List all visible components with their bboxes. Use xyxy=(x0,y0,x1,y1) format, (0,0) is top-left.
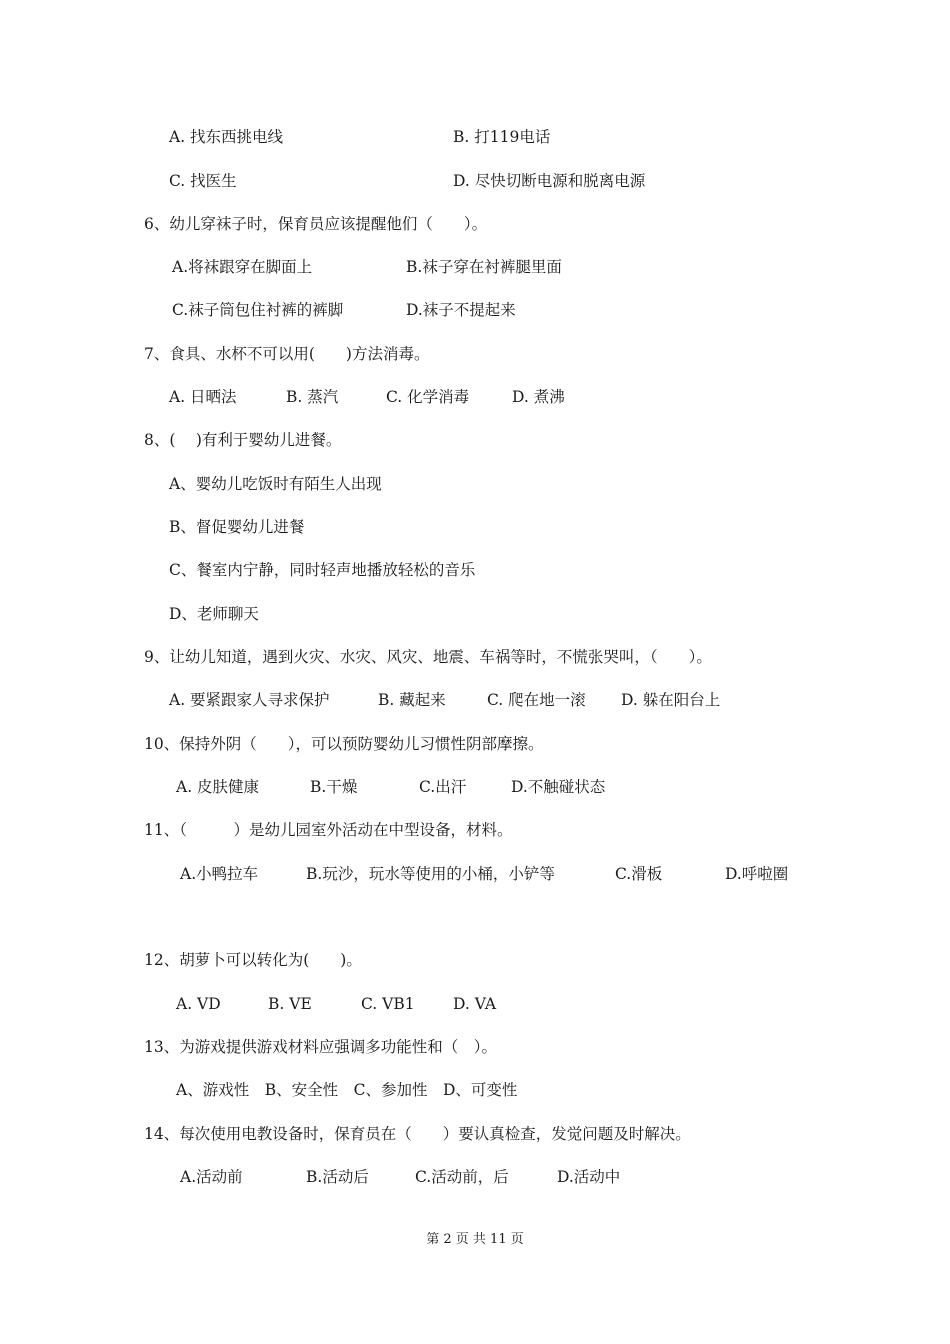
q7-option-a: A. 日晒法 xyxy=(169,388,237,406)
q6-option-a: A.将袜跟穿在脚面上 xyxy=(172,258,313,276)
q14-option-a: A.活动前 xyxy=(180,1168,243,1186)
q10-option-d: D.不触碰状态 xyxy=(511,778,606,796)
q9-option-d: D. 躲在阳台上 xyxy=(621,691,721,709)
q11-option-d: D.呼啦圈 xyxy=(725,865,789,883)
q13-options: A、游戏性 B、安全性 C、参加性 D、可变性 xyxy=(176,1081,518,1099)
q9-option-b: B. 藏起来 xyxy=(378,691,446,709)
q7-option-b: B. 蒸汽 xyxy=(286,388,339,406)
q12-option-d: D. VA xyxy=(453,995,497,1013)
q7-option-c: C. 化学消毒 xyxy=(386,388,470,406)
q12-stem: 12、胡萝卜可以转化为( )。 xyxy=(144,951,362,969)
q8-option-b: B、督促婴幼儿进餐 xyxy=(169,518,305,536)
q12-option-a: A. VD xyxy=(176,995,221,1013)
page-number-footer: 第 2 页 共 11 页 xyxy=(426,1232,524,1247)
q14-stem: 14、每次使用电教设备时，保育员在（ ）要认真检查，发觉问题及时解决。 xyxy=(144,1125,691,1143)
q8-option-c: C、餐室内宁静，同时轻声地播放轻松的音乐 xyxy=(169,561,476,579)
q14-option-d: D.活动中 xyxy=(557,1168,621,1186)
q5-option-b: B. 打119电话 xyxy=(453,128,551,146)
q13-stem: 13、为游戏提供游戏材料应强调多功能性和（ ）。 xyxy=(144,1038,497,1056)
q9-stem: 9、让幼儿知道，遇到火灾、水灾、风灾、地震、车祸等时，不慌张哭叫，（ ）。 xyxy=(144,648,712,666)
q10-option-b: B.干燥 xyxy=(310,778,358,796)
q12-option-b: B. VE xyxy=(268,995,312,1013)
q10-option-c: C.出汗 xyxy=(419,778,467,796)
q10-stem: 10、保持外阴（ ），可以预防婴幼儿习惯性阴部摩擦。 xyxy=(144,735,544,753)
q8-option-d: D、老师聊天 xyxy=(169,605,259,623)
q7-stem: 7、食具、水杯不可以用( )方法消毒。 xyxy=(144,345,430,363)
q11-option-c: C.滑板 xyxy=(615,865,663,883)
q6-option-b: B.袜子穿在衬裤腿里面 xyxy=(406,258,562,276)
q8-option-a: A、婴幼儿吃饭时有陌生人出现 xyxy=(169,475,382,493)
q12-option-c: C. VB1 xyxy=(361,995,415,1013)
q5-option-d: D. 尽快切断电源和脱离电源 xyxy=(453,172,646,190)
q9-option-c: C. 爬在地一滚 xyxy=(487,691,586,709)
q11-stem: 11、（ ）是幼儿园室外活动在中型设备，材料。 xyxy=(144,821,513,839)
q5-option-c: C. 找医生 xyxy=(169,172,237,190)
q5-option-a: A. 找东西挑电线 xyxy=(169,128,284,146)
q6-stem: 6、幼儿穿袜子时，保育员应该提醒他们（ ）。 xyxy=(144,215,488,233)
q11-option-a: A.小鸭拉车 xyxy=(180,865,259,883)
q9-option-a: A. 要紧跟家人寻求保护 xyxy=(169,691,330,709)
q14-option-c: C.活动前，后 xyxy=(415,1168,509,1186)
q6-option-c: C.袜子筒包住衬裤的裤脚 xyxy=(172,301,344,319)
q11-option-b: B.玩沙，玩水等使用的小桶，小铲等 xyxy=(306,865,555,883)
q14-option-b: B.活动后 xyxy=(306,1168,369,1186)
q6-option-d: D.袜子不提起来 xyxy=(406,301,516,319)
q8-stem: 8、( )有利于婴幼儿进餐。 xyxy=(144,431,342,449)
q7-option-d: D. 煮沸 xyxy=(512,388,565,406)
q10-option-a: A. 皮肤健康 xyxy=(176,778,260,796)
